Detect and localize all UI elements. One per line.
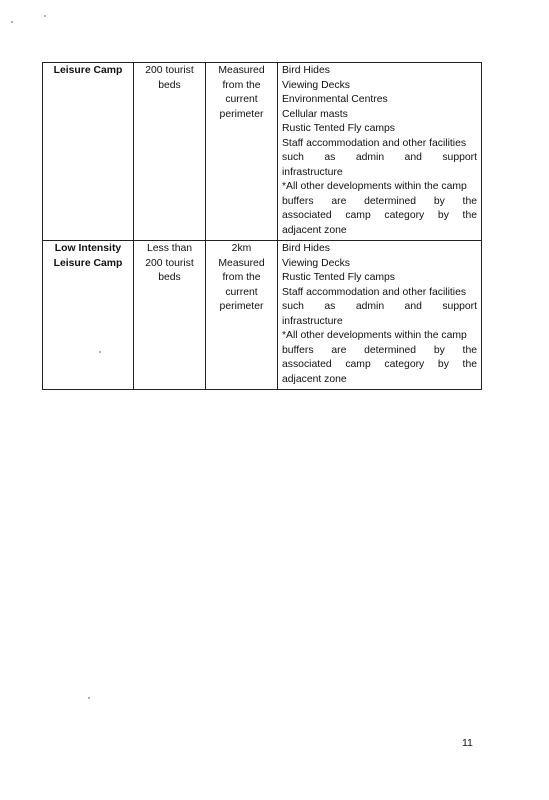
buffer-cell (206, 63, 278, 241)
camp-name: Leisure Camp (53, 65, 123, 76)
facility-line: infrastructure (282, 315, 343, 327)
facility-line: Staff accommodation and other facilities (282, 137, 467, 149)
facility-line: Environmental Centres (282, 94, 388, 105)
beds-cell (134, 241, 206, 390)
facility-line: Staff accommodation and other facilities (282, 286, 467, 298)
facility-line: Bird Hides (282, 65, 330, 76)
facility-line: adjacent zone (282, 224, 347, 236)
facility-line: associated camp category by the (282, 210, 477, 221)
facilities-cell (278, 241, 482, 390)
beds-value: Less than 200 tourist beds (145, 243, 194, 283)
facility-line: associated camp category by the (282, 359, 477, 370)
facility-line: Rustic Tented Fly camps (282, 123, 395, 134)
facility-line: such as admin and support (282, 152, 477, 163)
facility-line: Cellular masts (282, 108, 348, 120)
facility-line: *All other developments within the camp (282, 181, 467, 192)
scan-speck (88, 697, 90, 699)
facilities-cell (278, 63, 482, 241)
facility-line: buffers are determined by the (282, 195, 477, 207)
beds-value: 200 tourist beds (145, 65, 194, 91)
facility-line: Viewing Decks (282, 79, 350, 91)
table-row (43, 241, 482, 390)
facility-line: Rustic Tented Fly camps (282, 272, 395, 283)
facility-line: *All other developments within the camp (282, 330, 467, 341)
camp-buffer-table (42, 62, 482, 390)
page-number: 11 (462, 737, 473, 749)
facility-line: such as admin and support (282, 301, 477, 312)
camp-name-cell (43, 241, 134, 390)
facility-line: infrastructure (282, 166, 343, 178)
facility-line: Bird Hides (282, 243, 330, 254)
buffer-cell (206, 241, 278, 390)
beds-cell (134, 63, 206, 241)
buffer-value: Measured from the current perimeter (218, 65, 265, 120)
facility-line: buffers are determined by the (282, 344, 477, 356)
scan-speck (44, 15, 46, 17)
table-row (43, 63, 482, 241)
facility-line: adjacent zone (282, 373, 347, 385)
camp-name-cell (43, 63, 134, 241)
camp-name: Low Intensity Leisure Camp (53, 243, 123, 269)
scan-speck (11, 21, 13, 23)
buffer-value: 2km Measured from the current perimeter (218, 243, 265, 312)
facility-line: Viewing Decks (282, 257, 350, 269)
